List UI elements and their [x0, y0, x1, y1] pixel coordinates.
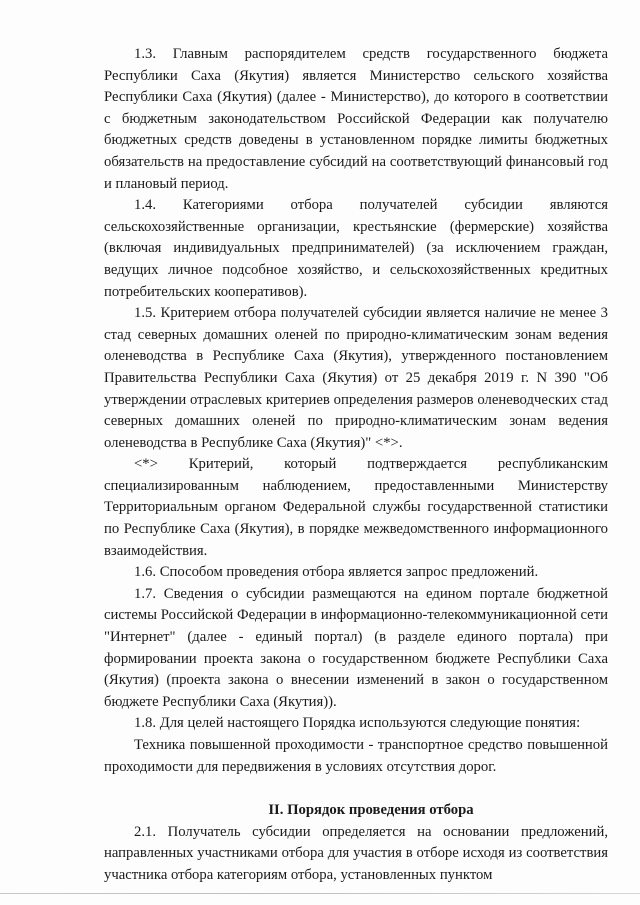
footnote-paragraph: <*> Критерий, который подтверждается республиканским специализированным наблюдением, предоставленными Министерству Территориальным органом Федеральной службы государственной статистики по Республике Саха (Якутия), в порядке межведомственного информационного взаимодействия.: [104, 456, 608, 559]
paragraph-1-7: 1.7. Сведения о субсидии размещаются на едином портале бюджетной системы Российской Федерации в информационно-телекоммуникационной сети "Интернет" (далее - единый портал) (в разделе единого портала) при формировании проекта закона о государственном бюджете Республики Саха (Якутия) (проекта закона о внесении изменений в закон о государственном бюджете Республики Саха (Якутия)).: [104, 585, 608, 710]
paragraph-1-5: 1.5. Критерием отбора получателей субсидии является наличие не менее 3 стад северных домашних оленей по природно-климатическим зонам ведения оленеводства в Республике Саха (Якутия), утвержденного постановлением Правительства Республики Саха (Якутия) от 25 декабря 2019 г. N 390 "Об утверждении отраслевых критериев определения размеров оленеводческих стад северных домашних оленей по природно-климатическим зонам ведения оленеводства в Республике Саха (Якутия)" <*>.: [104, 305, 608, 451]
paragraph-1-6: 1.6. Способом проведения отбора является запрос предложений.: [134, 564, 539, 581]
document-body: [104, 44, 608, 887]
paragraph-2-1: 2.1. Получатель субсидии определяется на основании предложений, направленных участниками отбора для участия в отборе исходя из соответствия участника отбора категориям отбора, установленных пунктом: [104, 823, 608, 883]
scan-bottom-edge: [0, 893, 640, 894]
section-title: II. Порядок проведения отбора: [268, 802, 474, 819]
paragraph-1-3: 1.3. Главным распорядителем средств государственного бюджета Республики Саха (Якутия) является Министерство сельского хозяйства Республики Саха (Якутия) (далее - Министерство), до которого в соответствии с бюджетным законодательством Российской Федерации как получателю бюджетных средств доведены в установленном порядке лимиты бюджетных обязательств на предоставление субсидий на соответствующий финансовый год и плановый период.: [104, 46, 608, 192]
paragraph-1-4: 1.4. Категориями отбора получателей субсидии являются сельскохозяйственные организации, крестьянские (фермерские) хозяйства (включая индивидуальных предпринимателей) (за исключением граждан, ведущих личное подсобное хозяйство, и сельскохозяйственных кредитных потребительских кооперативов).: [104, 197, 608, 300]
definition-paragraph: Техника повышенной проходимости - транспортное средство повышенной проходимости для передвижения в условиях отсутствия дорог.: [104, 737, 608, 775]
paragraph-1-8: 1.8. Для целей настоящего Порядка используются следующие понятия:: [134, 715, 581, 732]
